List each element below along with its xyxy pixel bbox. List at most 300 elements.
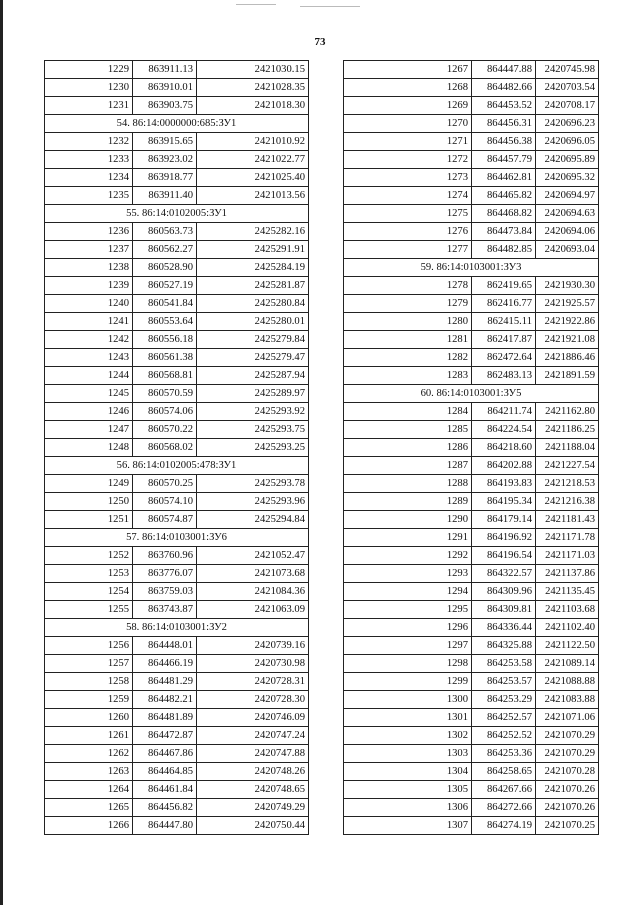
x-coordinate-cell: 864481.29 bbox=[133, 673, 197, 691]
point-number-cell: 1305 bbox=[344, 781, 472, 799]
x-coordinate-cell: 864466.19 bbox=[133, 655, 197, 673]
point-number-cell: 1256 bbox=[45, 637, 133, 655]
point-number-cell: 1281 bbox=[344, 331, 472, 349]
table-row bbox=[45, 313, 309, 331]
section-header: 59. 86:14:0103001:ЗУ3 bbox=[344, 259, 599, 277]
point-number-cell: 1271 bbox=[344, 133, 472, 151]
point-number-cell: 1299 bbox=[344, 673, 472, 691]
x-coordinate-cell: 862417.87 bbox=[472, 331, 536, 349]
table-row bbox=[344, 475, 599, 493]
point-number-cell: 1263 bbox=[45, 763, 133, 781]
table-row bbox=[45, 151, 309, 169]
table-row bbox=[344, 727, 599, 745]
point-number-cell: 1254 bbox=[45, 583, 133, 601]
x-coordinate-cell: 864336.44 bbox=[472, 619, 536, 637]
table-row bbox=[45, 493, 309, 511]
x-coordinate-cell: 862416.77 bbox=[472, 295, 536, 313]
y-coordinate-cell: 2425293.78 bbox=[197, 475, 309, 493]
y-coordinate-cell: 2425293.92 bbox=[197, 403, 309, 421]
point-number-cell: 1235 bbox=[45, 187, 133, 205]
x-coordinate-cell: 860568.81 bbox=[133, 367, 197, 385]
x-coordinate-cell: 860553.64 bbox=[133, 313, 197, 331]
y-coordinate-cell: 2420747.88 bbox=[197, 745, 309, 763]
x-coordinate-cell: 860570.25 bbox=[133, 475, 197, 493]
y-coordinate-cell: 2420694.63 bbox=[536, 205, 599, 223]
x-coordinate-cell: 863760.96 bbox=[133, 547, 197, 565]
point-number-cell: 1258 bbox=[45, 673, 133, 691]
point-number-cell: 1252 bbox=[45, 547, 133, 565]
y-coordinate-cell: 2421162.80 bbox=[536, 403, 599, 421]
table-row bbox=[344, 97, 599, 115]
point-number-cell: 1294 bbox=[344, 583, 472, 601]
x-coordinate-cell: 863911.40 bbox=[133, 187, 197, 205]
point-number-cell: 1280 bbox=[344, 313, 472, 331]
table-row bbox=[45, 403, 309, 421]
point-number-cell: 1238 bbox=[45, 259, 133, 277]
point-number-cell: 1243 bbox=[45, 349, 133, 367]
table-row bbox=[344, 655, 599, 673]
y-coordinate-cell: 2421137.86 bbox=[536, 565, 599, 583]
point-number-cell: 1264 bbox=[45, 781, 133, 799]
x-coordinate-cell: 863911.13 bbox=[133, 61, 197, 79]
point-number-cell: 1291 bbox=[344, 529, 472, 547]
x-coordinate-cell: 864461.84 bbox=[133, 781, 197, 799]
x-coordinate-cell: 864211.74 bbox=[472, 403, 536, 421]
y-coordinate-cell: 2421102.40 bbox=[536, 619, 599, 637]
coordinates-table-left bbox=[44, 60, 309, 835]
table-row bbox=[45, 583, 309, 601]
point-number-cell: 1288 bbox=[344, 475, 472, 493]
table-row bbox=[344, 565, 599, 583]
y-coordinate-cell: 2421070.28 bbox=[536, 763, 599, 781]
section-header: 58. 86:14:0103001:ЗУ2 bbox=[45, 619, 309, 637]
x-coordinate-cell: 860568.02 bbox=[133, 439, 197, 457]
y-coordinate-cell: 2421025.40 bbox=[197, 169, 309, 187]
y-coordinate-cell: 2420748.65 bbox=[197, 781, 309, 799]
point-number-cell: 1269 bbox=[344, 97, 472, 115]
x-coordinate-cell: 864447.88 bbox=[472, 61, 536, 79]
section-header-row bbox=[344, 259, 599, 277]
table-row bbox=[45, 727, 309, 745]
point-number-cell: 1302 bbox=[344, 727, 472, 745]
table-row bbox=[344, 187, 599, 205]
point-number-cell: 1274 bbox=[344, 187, 472, 205]
table-row bbox=[344, 817, 599, 835]
section-header-row bbox=[344, 385, 599, 403]
y-coordinate-cell: 2425279.84 bbox=[197, 331, 309, 349]
point-number-cell: 1262 bbox=[45, 745, 133, 763]
table-row bbox=[344, 313, 599, 331]
table-row bbox=[45, 673, 309, 691]
point-number-cell: 1261 bbox=[45, 727, 133, 745]
y-coordinate-cell: 2420703.54 bbox=[536, 79, 599, 97]
x-coordinate-cell: 860528.90 bbox=[133, 259, 197, 277]
table-row bbox=[344, 241, 599, 259]
x-coordinate-cell: 864253.29 bbox=[472, 691, 536, 709]
table-row bbox=[45, 511, 309, 529]
table-row bbox=[344, 529, 599, 547]
table-row bbox=[344, 403, 599, 421]
y-coordinate-cell: 2425293.25 bbox=[197, 439, 309, 457]
x-coordinate-cell: 864179.14 bbox=[472, 511, 536, 529]
scan-speck bbox=[236, 4, 276, 5]
point-number-cell: 1260 bbox=[45, 709, 133, 727]
table-row bbox=[45, 817, 309, 835]
point-number-cell: 1247 bbox=[45, 421, 133, 439]
table-row bbox=[344, 709, 599, 727]
point-number-cell: 1265 bbox=[45, 799, 133, 817]
point-number-cell: 1276 bbox=[344, 223, 472, 241]
point-number-cell: 1297 bbox=[344, 637, 472, 655]
x-coordinate-cell: 864218.60 bbox=[472, 439, 536, 457]
table-row bbox=[45, 277, 309, 295]
x-coordinate-cell: 864224.54 bbox=[472, 421, 536, 439]
x-coordinate-cell: 864456.31 bbox=[472, 115, 536, 133]
y-coordinate-cell: 2421135.45 bbox=[536, 583, 599, 601]
y-coordinate-cell: 2420694.06 bbox=[536, 223, 599, 241]
x-coordinate-cell: 864453.52 bbox=[472, 97, 536, 115]
table-row bbox=[45, 259, 309, 277]
table-row bbox=[45, 223, 309, 241]
x-coordinate-cell: 864482.85 bbox=[472, 241, 536, 259]
x-coordinate-cell: 864325.88 bbox=[472, 637, 536, 655]
x-coordinate-cell: 864464.85 bbox=[133, 763, 197, 781]
point-number-cell: 1293 bbox=[344, 565, 472, 583]
point-number-cell: 1251 bbox=[45, 511, 133, 529]
table-row bbox=[45, 349, 309, 367]
point-number-cell: 1286 bbox=[344, 439, 472, 457]
y-coordinate-cell: 2420695.89 bbox=[536, 151, 599, 169]
table-row bbox=[45, 133, 309, 151]
y-coordinate-cell: 2421070.26 bbox=[536, 799, 599, 817]
y-coordinate-cell: 2420694.97 bbox=[536, 187, 599, 205]
table-row bbox=[45, 763, 309, 781]
table-row bbox=[45, 439, 309, 457]
y-coordinate-cell: 2421070.25 bbox=[536, 817, 599, 835]
y-coordinate-cell: 2421930.30 bbox=[536, 277, 599, 295]
point-number-cell: 1246 bbox=[45, 403, 133, 421]
point-number-cell: 1295 bbox=[344, 601, 472, 619]
table-row bbox=[45, 781, 309, 799]
point-number-cell: 1278 bbox=[344, 277, 472, 295]
y-coordinate-cell: 2421216.38 bbox=[536, 493, 599, 511]
y-coordinate-cell: 2421171.03 bbox=[536, 547, 599, 565]
point-number-cell: 1296 bbox=[344, 619, 472, 637]
y-coordinate-cell: 2425281.87 bbox=[197, 277, 309, 295]
table-row bbox=[344, 421, 599, 439]
point-number-cell: 1282 bbox=[344, 349, 472, 367]
point-number-cell: 1304 bbox=[344, 763, 472, 781]
table-row bbox=[344, 151, 599, 169]
x-coordinate-cell: 864447.80 bbox=[133, 817, 197, 835]
table-row bbox=[45, 709, 309, 727]
table-row bbox=[45, 295, 309, 313]
section-header: 57. 86:14:0103001:ЗУ6 bbox=[45, 529, 309, 547]
y-coordinate-cell: 2421227.54 bbox=[536, 457, 599, 475]
point-number-cell: 1230 bbox=[45, 79, 133, 97]
point-number-cell: 1255 bbox=[45, 601, 133, 619]
y-coordinate-cell: 2420693.04 bbox=[536, 241, 599, 259]
point-number-cell: 1236 bbox=[45, 223, 133, 241]
table-row bbox=[344, 673, 599, 691]
y-coordinate-cell: 2421171.78 bbox=[536, 529, 599, 547]
point-number-cell: 1303 bbox=[344, 745, 472, 763]
point-number-cell: 1250 bbox=[45, 493, 133, 511]
x-coordinate-cell: 864253.36 bbox=[472, 745, 536, 763]
point-number-cell: 1242 bbox=[45, 331, 133, 349]
y-coordinate-cell: 2421071.06 bbox=[536, 709, 599, 727]
y-coordinate-cell: 2420730.98 bbox=[197, 655, 309, 673]
y-coordinate-cell: 2421084.36 bbox=[197, 583, 309, 601]
y-coordinate-cell: 2420708.17 bbox=[536, 97, 599, 115]
y-coordinate-cell: 2421181.43 bbox=[536, 511, 599, 529]
table-row bbox=[344, 133, 599, 151]
y-coordinate-cell: 2421052.47 bbox=[197, 547, 309, 565]
y-coordinate-cell: 2421891.59 bbox=[536, 367, 599, 385]
x-coordinate-cell: 864462.81 bbox=[472, 169, 536, 187]
x-coordinate-cell: 863923.02 bbox=[133, 151, 197, 169]
point-number-cell: 1300 bbox=[344, 691, 472, 709]
table-row bbox=[45, 745, 309, 763]
x-coordinate-cell: 864457.79 bbox=[472, 151, 536, 169]
table-row bbox=[344, 367, 599, 385]
x-coordinate-cell: 864481.89 bbox=[133, 709, 197, 727]
point-number-cell: 1272 bbox=[344, 151, 472, 169]
point-number-cell: 1248 bbox=[45, 439, 133, 457]
table-row bbox=[344, 637, 599, 655]
section-header-row bbox=[45, 457, 309, 475]
x-coordinate-cell: 864465.82 bbox=[472, 187, 536, 205]
y-coordinate-cell: 2425287.94 bbox=[197, 367, 309, 385]
y-coordinate-cell: 2420749.29 bbox=[197, 799, 309, 817]
x-coordinate-cell: 864309.96 bbox=[472, 583, 536, 601]
section-header-row bbox=[45, 619, 309, 637]
x-coordinate-cell: 864482.21 bbox=[133, 691, 197, 709]
point-number-cell: 1231 bbox=[45, 97, 133, 115]
table-row bbox=[45, 241, 309, 259]
x-coordinate-cell: 863915.65 bbox=[133, 133, 197, 151]
y-coordinate-cell: 2421030.15 bbox=[197, 61, 309, 79]
y-coordinate-cell: 2421921.08 bbox=[536, 331, 599, 349]
x-coordinate-cell: 860561.38 bbox=[133, 349, 197, 367]
y-coordinate-cell: 2421070.26 bbox=[536, 781, 599, 799]
point-number-cell: 1268 bbox=[344, 79, 472, 97]
table-row bbox=[45, 79, 309, 97]
point-number-cell: 1290 bbox=[344, 511, 472, 529]
x-coordinate-cell: 864196.54 bbox=[472, 547, 536, 565]
y-coordinate-cell: 2425289.97 bbox=[197, 385, 309, 403]
point-number-cell: 1237 bbox=[45, 241, 133, 259]
y-coordinate-cell: 2420747.24 bbox=[197, 727, 309, 745]
point-number-cell: 1287 bbox=[344, 457, 472, 475]
table-row bbox=[45, 547, 309, 565]
x-coordinate-cell: 863743.87 bbox=[133, 601, 197, 619]
table-row bbox=[45, 385, 309, 403]
x-coordinate-cell: 864267.66 bbox=[472, 781, 536, 799]
x-coordinate-cell: 864467.86 bbox=[133, 745, 197, 763]
point-number-cell: 1259 bbox=[45, 691, 133, 709]
y-coordinate-cell: 2425293.96 bbox=[197, 493, 309, 511]
y-coordinate-cell: 2425293.75 bbox=[197, 421, 309, 439]
point-number-cell: 1284 bbox=[344, 403, 472, 421]
section-header-row bbox=[45, 205, 309, 223]
table-row bbox=[344, 169, 599, 187]
x-coordinate-cell: 860574.06 bbox=[133, 403, 197, 421]
y-coordinate-cell: 2421122.50 bbox=[536, 637, 599, 655]
x-coordinate-cell: 860570.59 bbox=[133, 385, 197, 403]
x-coordinate-cell: 864258.65 bbox=[472, 763, 536, 781]
x-coordinate-cell: 864468.82 bbox=[472, 205, 536, 223]
point-number-cell: 1253 bbox=[45, 565, 133, 583]
point-number-cell: 1267 bbox=[344, 61, 472, 79]
y-coordinate-cell: 2420728.31 bbox=[197, 673, 309, 691]
y-coordinate-cell: 2425284.19 bbox=[197, 259, 309, 277]
table-row bbox=[45, 169, 309, 187]
y-coordinate-cell: 2421925.57 bbox=[536, 295, 599, 313]
y-coordinate-cell: 2421070.29 bbox=[536, 727, 599, 745]
y-coordinate-cell: 2425291.91 bbox=[197, 241, 309, 259]
x-coordinate-cell: 862483.13 bbox=[472, 367, 536, 385]
y-coordinate-cell: 2425280.01 bbox=[197, 313, 309, 331]
point-number-cell: 1283 bbox=[344, 367, 472, 385]
table-row bbox=[344, 511, 599, 529]
y-coordinate-cell: 2425294.84 bbox=[197, 511, 309, 529]
table-row bbox=[344, 79, 599, 97]
point-number-cell: 1257 bbox=[45, 655, 133, 673]
y-coordinate-cell: 2421013.56 bbox=[197, 187, 309, 205]
y-coordinate-cell: 2420728.30 bbox=[197, 691, 309, 709]
y-coordinate-cell: 2420695.32 bbox=[536, 169, 599, 187]
table-row bbox=[45, 799, 309, 817]
x-coordinate-cell: 864473.84 bbox=[472, 223, 536, 241]
page-number: 73 bbox=[314, 36, 326, 48]
x-coordinate-cell: 864309.81 bbox=[472, 601, 536, 619]
point-number-cell: 1275 bbox=[344, 205, 472, 223]
x-coordinate-cell: 864472.87 bbox=[133, 727, 197, 745]
x-coordinate-cell: 860527.19 bbox=[133, 277, 197, 295]
table-row bbox=[344, 799, 599, 817]
x-coordinate-cell: 860541.84 bbox=[133, 295, 197, 313]
y-coordinate-cell: 2421089.14 bbox=[536, 655, 599, 673]
coordinates-table-right bbox=[343, 60, 599, 835]
table-row bbox=[344, 205, 599, 223]
x-coordinate-cell: 864482.66 bbox=[472, 79, 536, 97]
section-header-row bbox=[45, 115, 309, 133]
x-coordinate-cell: 860562.27 bbox=[133, 241, 197, 259]
point-number-cell: 1239 bbox=[45, 277, 133, 295]
x-coordinate-cell: 864193.83 bbox=[472, 475, 536, 493]
section-header: 54. 86:14:0000000:685:ЗУ1 bbox=[45, 115, 309, 133]
x-coordinate-cell: 864252.57 bbox=[472, 709, 536, 727]
section-header-row bbox=[45, 529, 309, 547]
table-row bbox=[344, 763, 599, 781]
table-row bbox=[344, 457, 599, 475]
y-coordinate-cell: 2420745.98 bbox=[536, 61, 599, 79]
table-row bbox=[344, 745, 599, 763]
x-coordinate-cell: 864272.66 bbox=[472, 799, 536, 817]
x-coordinate-cell: 860574.87 bbox=[133, 511, 197, 529]
y-coordinate-cell: 2425280.84 bbox=[197, 295, 309, 313]
point-number-cell: 1229 bbox=[45, 61, 133, 79]
y-coordinate-cell: 2421018.30 bbox=[197, 97, 309, 115]
table-row bbox=[45, 565, 309, 583]
point-number-cell: 1234 bbox=[45, 169, 133, 187]
point-number-cell: 1301 bbox=[344, 709, 472, 727]
y-coordinate-cell: 2420750.44 bbox=[197, 817, 309, 835]
section-header: 55. 86:14:0102005:ЗУ1 bbox=[45, 205, 309, 223]
y-coordinate-cell: 2421103.68 bbox=[536, 601, 599, 619]
table-row bbox=[45, 637, 309, 655]
table-row bbox=[344, 61, 599, 79]
y-coordinate-cell: 2425282.16 bbox=[197, 223, 309, 241]
y-coordinate-cell: 2421088.88 bbox=[536, 673, 599, 691]
point-number-cell: 1307 bbox=[344, 817, 472, 835]
table-row bbox=[344, 601, 599, 619]
table-row bbox=[45, 421, 309, 439]
y-coordinate-cell: 2420739.16 bbox=[197, 637, 309, 655]
y-coordinate-cell: 2420696.05 bbox=[536, 133, 599, 151]
x-coordinate-cell: 862472.64 bbox=[472, 349, 536, 367]
x-coordinate-cell: 860556.18 bbox=[133, 331, 197, 349]
table-row bbox=[344, 439, 599, 457]
x-coordinate-cell: 864448.01 bbox=[133, 637, 197, 655]
point-number-cell: 1232 bbox=[45, 133, 133, 151]
point-number-cell: 1273 bbox=[344, 169, 472, 187]
x-coordinate-cell: 860570.22 bbox=[133, 421, 197, 439]
y-coordinate-cell: 2425279.47 bbox=[197, 349, 309, 367]
section-header: 60. 86:14:0103001:ЗУ5 bbox=[344, 385, 599, 403]
table-row bbox=[45, 655, 309, 673]
y-coordinate-cell: 2420696.23 bbox=[536, 115, 599, 133]
x-coordinate-cell: 860574.10 bbox=[133, 493, 197, 511]
table-row bbox=[344, 331, 599, 349]
table-row bbox=[344, 115, 599, 133]
x-coordinate-cell: 863759.03 bbox=[133, 583, 197, 601]
table-row bbox=[344, 583, 599, 601]
y-coordinate-cell: 2421073.68 bbox=[197, 565, 309, 583]
point-number-cell: 1277 bbox=[344, 241, 472, 259]
coordinates-table-left-body bbox=[45, 61, 309, 835]
x-coordinate-cell: 864202.88 bbox=[472, 457, 536, 475]
table-row bbox=[344, 619, 599, 637]
y-coordinate-cell: 2421070.29 bbox=[536, 745, 599, 763]
y-coordinate-cell: 2420746.09 bbox=[197, 709, 309, 727]
y-coordinate-cell: 2421083.88 bbox=[536, 691, 599, 709]
y-coordinate-cell: 2421010.92 bbox=[197, 133, 309, 151]
y-coordinate-cell: 2421218.53 bbox=[536, 475, 599, 493]
point-number-cell: 1245 bbox=[45, 385, 133, 403]
x-coordinate-cell: 864253.57 bbox=[472, 673, 536, 691]
x-coordinate-cell: 863903.75 bbox=[133, 97, 197, 115]
coordinates-table-right-body bbox=[344, 61, 599, 835]
x-coordinate-cell: 862419.65 bbox=[472, 277, 536, 295]
y-coordinate-cell: 2421922.86 bbox=[536, 313, 599, 331]
table-row bbox=[45, 331, 309, 349]
point-number-cell: 1240 bbox=[45, 295, 133, 313]
point-number-cell: 1270 bbox=[344, 115, 472, 133]
table-row bbox=[344, 223, 599, 241]
y-coordinate-cell: 2421186.25 bbox=[536, 421, 599, 439]
y-coordinate-cell: 2421022.77 bbox=[197, 151, 309, 169]
point-number-cell: 1249 bbox=[45, 475, 133, 493]
x-coordinate-cell: 864274.19 bbox=[472, 817, 536, 835]
table-row bbox=[344, 295, 599, 313]
y-coordinate-cell: 2421188.04 bbox=[536, 439, 599, 457]
y-coordinate-cell: 2421886.46 bbox=[536, 349, 599, 367]
table-row bbox=[45, 61, 309, 79]
x-coordinate-cell: 863776.07 bbox=[133, 565, 197, 583]
point-number-cell: 1244 bbox=[45, 367, 133, 385]
